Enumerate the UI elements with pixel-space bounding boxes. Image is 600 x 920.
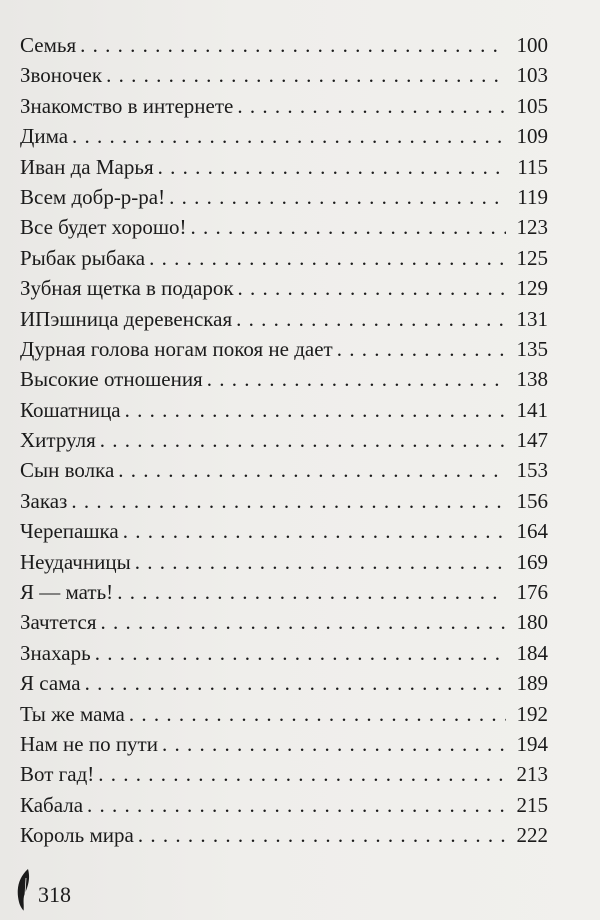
toc-entry	[20, 455, 548, 485]
toc-leader-dots	[125, 395, 506, 425]
toc-entry	[20, 790, 548, 820]
toc-entry-title: Кошатница	[20, 397, 121, 422]
toc-entry	[20, 60, 548, 90]
toc-leader-dots	[149, 243, 506, 273]
toc-entry	[20, 699, 548, 729]
toc-leader-dots	[95, 638, 506, 668]
toc-leader-dots	[72, 121, 506, 151]
toc-entry-title: Иван да Марья	[20, 154, 154, 179]
toc-leader-dots	[158, 152, 506, 182]
toc-entry	[20, 304, 548, 334]
toc-entry-title: Высокие отношения	[20, 367, 203, 392]
toc-leader-dots	[169, 182, 506, 212]
toc-entry-page: 169	[516, 549, 548, 574]
toc-leader-dots	[237, 91, 506, 121]
toc-entry	[20, 729, 548, 759]
toc-entry-page: 115	[517, 154, 548, 179]
toc-entry-title: Ты же мама	[20, 701, 125, 726]
toc-entry-page: 194	[516, 731, 548, 756]
toc-entry-page: 138	[516, 367, 548, 392]
toc-entry-page: 164	[516, 519, 548, 544]
toc-entry-title: Сын волка	[20, 458, 115, 483]
toc-entry	[20, 395, 548, 425]
toc-leader-dots	[236, 304, 506, 334]
toc-entry-page: 105	[516, 93, 548, 118]
toc-entry	[20, 212, 548, 242]
toc-entry	[20, 759, 548, 789]
toc-entry-title: Семья	[20, 33, 77, 57]
toc-entry	[20, 334, 548, 364]
toc-entry-page: 129	[516, 276, 548, 301]
toc-entry-page: 153	[516, 458, 548, 483]
toc-entry-page: 222	[516, 823, 548, 848]
toc-leader-dots	[118, 455, 506, 485]
toc-entry-page: 192	[516, 701, 548, 726]
toc-entry-page: 156	[516, 488, 548, 513]
page-number: 318	[38, 882, 71, 907]
toc-entry-page: 180	[516, 610, 548, 635]
toc-entry-title: Зачтется	[20, 610, 97, 635]
toc-entry-page: 119	[517, 184, 548, 209]
toc-entry-page: 184	[516, 640, 548, 665]
toc-entry-title: Дима	[20, 124, 69, 149]
toc-entry	[20, 516, 548, 546]
toc-entry-title: Я сама	[20, 671, 81, 696]
toc-entry-page: 147	[516, 428, 548, 453]
toc-entry	[20, 364, 548, 394]
toc-leader-dots	[117, 577, 506, 607]
toc-entry-title: Хитруля	[20, 428, 96, 453]
toc-entry-title: Король мира	[20, 823, 134, 848]
toc-entry	[20, 273, 548, 303]
toc-leader-dots	[129, 699, 506, 729]
toc-entry-title: Черепашка	[20, 519, 119, 544]
toc-leader-dots	[238, 273, 506, 303]
toc-leader-dots	[123, 516, 506, 546]
toc-entry	[20, 243, 548, 273]
toc-entry-title: Знакомство в интернете	[20, 93, 234, 118]
feather-icon	[14, 868, 34, 912]
toc-entry-title: ИПэшница деревенская	[20, 306, 233, 331]
toc-entry	[20, 668, 548, 698]
toc-leader-dots	[100, 607, 506, 637]
toc-entry-page: 109	[516, 124, 548, 149]
toc-entry-title: Нам не по пути	[20, 731, 158, 756]
toc-entry	[20, 182, 548, 212]
toc-entry-page: 189	[516, 671, 548, 696]
toc-entry-title: Звоночек	[20, 63, 103, 88]
toc-leader-dots	[191, 212, 506, 242]
toc-entry	[20, 638, 548, 668]
toc-entry	[20, 152, 548, 182]
toc-entry-page: 213	[516, 762, 548, 787]
toc-leader-dots	[162, 729, 506, 759]
toc-entry-title: Заказ	[20, 488, 68, 513]
toc-entry-page: 125	[516, 245, 548, 270]
toc-entry-page: 131	[516, 306, 548, 331]
toc-leader-dots	[135, 547, 506, 577]
toc-entry	[20, 425, 548, 455]
toc-entry-title: Вот гад!	[20, 762, 95, 787]
toc-entry-title: Знахарь	[20, 640, 91, 665]
toc-leader-dots	[100, 425, 506, 455]
toc-entry	[20, 486, 548, 516]
toc-entry-title: Я — мать!	[20, 580, 114, 605]
toc-leader-dots	[87, 790, 506, 820]
toc-entry-page: 135	[516, 336, 548, 361]
toc-leader-dots	[85, 668, 506, 698]
toc-entry	[20, 91, 548, 121]
toc-entry-title: Рыбак рыбака	[20, 245, 146, 270]
toc-entry-title: Неудачницы	[20, 549, 131, 574]
table-of-contents	[20, 30, 548, 851]
toc-entry	[20, 577, 548, 607]
toc-entry-page: 103	[516, 63, 548, 88]
page-folio	[14, 868, 71, 912]
toc-entry	[20, 820, 548, 850]
toc-entry	[20, 607, 548, 637]
toc-entry-page: 141	[516, 397, 548, 422]
toc-entry	[20, 547, 548, 577]
toc-leader-dots	[106, 60, 506, 90]
toc-entry-title: Дурная голова ногам покоя не дает	[20, 336, 333, 361]
toc-leader-dots	[207, 364, 506, 394]
toc-leader-dots	[138, 820, 506, 850]
toc-leader-dots	[71, 486, 506, 516]
toc-leader-dots	[98, 759, 506, 789]
toc-entry-title: Всем добр-р-ра!	[20, 184, 166, 209]
toc-entry-page: 123	[516, 215, 548, 240]
toc-leader-dots	[337, 334, 506, 364]
toc-entry-title: Все будет хорошо!	[20, 215, 187, 240]
toc-entry	[20, 121, 548, 151]
toc-entry-page: 176	[516, 580, 548, 605]
toc-entry-page: 215	[516, 792, 548, 817]
toc-entry-title: Зубная щетка в подарок	[20, 276, 234, 301]
toc-entry-page: 100	[516, 33, 548, 57]
toc-leader-dots	[80, 30, 506, 60]
toc-entry	[20, 30, 548, 60]
toc-entry-title: Кабала	[20, 792, 84, 817]
